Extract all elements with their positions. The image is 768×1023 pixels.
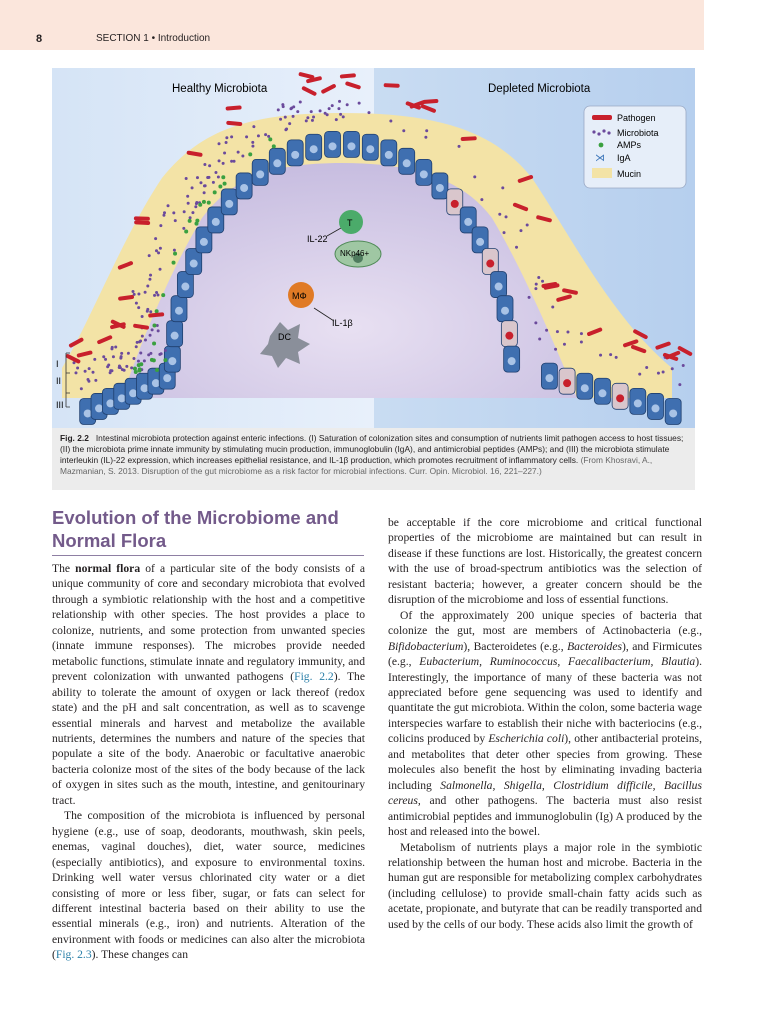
microbiota-dot [534,287,537,290]
amp-dot [155,309,159,313]
cell-nucleus [451,200,459,208]
microbiota-dot [284,128,287,131]
cell-nucleus [225,200,233,208]
microbiota-dot [137,292,140,295]
microbiota-dot [458,145,461,148]
microbiota-dot [288,122,291,125]
microbiota-dot [148,278,151,281]
microbiota-dot [94,379,97,382]
microbiota-dot [139,352,142,355]
amp-dot [188,219,192,223]
microbiota-dot [195,202,198,205]
microbiota-dot [534,321,537,324]
cell-nucleus [200,238,208,246]
cell-nucleus [118,394,126,402]
microbiota-dot [279,118,282,121]
microbiota-dot [338,100,341,103]
heading-rule [52,555,364,556]
amp-dot [272,144,276,148]
nkp46-label: NKp46+ [340,249,370,258]
microbiota-dot [131,290,134,293]
microbiota-dot [296,110,299,113]
cell-nucleus [366,145,374,153]
microbiota-dot [164,349,167,352]
microbiota-dot [645,366,648,369]
legend-amps: AMPs [617,140,642,150]
macrophage-label: MΦ [292,291,307,301]
microbiota-dot [218,142,221,145]
microbiota-dot [528,296,531,299]
amp-dot [163,358,167,362]
microbiota-dot [104,358,107,361]
paragraph-continued: be acceptable if the core microbiome and critical functional properties of the microbiome are maintained but can result in disease if these functions are lost. Historically, the greatest concern with the use of broad-spectrum antibiotics was the selection of resistant bacteria; however, a greater concern should be the disruption of the microbiome and loss of essential functions. [388,516,702,607]
cell-nucleus [152,379,160,387]
figure-caption [60,433,690,477]
microbiota-dot [367,111,370,114]
amp-dot [194,222,198,226]
microbiota-dot [609,353,612,356]
microbiota-dot [337,107,340,110]
microbiota-dot [563,343,566,346]
microbiota-dot [328,107,331,110]
microbiota-dot [284,116,287,119]
cell-nucleus [171,332,179,340]
legend-pathogen: Pathogen [617,113,656,123]
microbiota-dot [505,215,508,218]
microbiota-dot [311,119,314,122]
amp-dot [268,137,272,141]
cell-nucleus [545,374,553,382]
microbiota-figure [52,68,695,428]
microbiota-dot [554,348,557,351]
microbiota-dot [120,352,123,355]
microbiota-dot [264,133,267,136]
microbiota-dot [389,120,392,123]
microbiota-dot [194,205,197,208]
microbiota-dot [167,204,170,207]
amp-dot [218,185,222,189]
amp-dot [198,203,202,207]
cell-nucleus [501,307,509,315]
cell-nucleus [141,384,149,392]
amp-dot [137,369,141,373]
microbiota-dot [230,135,233,138]
microbiota-dot [203,191,206,194]
legend-iga: IgA [617,153,631,163]
microbiota-dot [80,387,83,390]
caption-fig-id: Fig. 2.2 [60,433,89,443]
microbiota-dot [182,227,185,230]
microbiota-dot [212,181,215,184]
microbiota-dot [123,369,126,372]
microbiota-dot [402,129,405,132]
caption-text: Intestinal microbiota protection against enteric infections. (I) Saturation of colonization sites and consumption of nutrients limit pathogen access to host tissues; (II) the microbiota prime innate immunity by stimulating mucin production, immunoglobulin (IgA), and antimicrobial peptides (AMPs); and (III) the microbiota stimulate interleukin (IL)-22 expression, which increases epithelial resistance, and IL-1β production, which promotes recruitment of inflammatory cells. [60,433,684,465]
microbiota-dot [127,352,130,355]
dc-label: DC [278,332,291,342]
amp-dot [248,152,252,156]
microbiota-dot [111,346,114,349]
amp-dot [223,182,227,186]
microbiota-dot [473,175,476,178]
microbiota-dot [223,151,226,154]
microbiota-dot [149,274,152,277]
amp-dot [213,190,217,194]
microbiota-dot [159,247,162,250]
microbiota-dot [186,195,189,198]
cell-nucleus [385,151,393,159]
amp-dot [161,293,165,297]
cell-nucleus [291,151,299,159]
microbiota-dot [662,371,665,374]
cell-nucleus [273,159,281,167]
microbiota-dot [93,358,96,361]
microbiota-dot [339,113,342,116]
microbiota-dot [199,181,202,184]
microbiota-dot [76,366,79,369]
microbiota-dot [425,129,428,132]
microbiota-dot [144,291,147,294]
fig-2-3-link[interactable]: Fig. 2.3 [55,948,92,962]
microbiota-dot [292,115,295,118]
microbiota-dot [173,249,176,252]
pathogen-icon [592,115,612,120]
cell-nucleus [84,409,92,417]
microbiota-dot [146,310,149,313]
microbiota-dot [289,107,292,110]
microbiota-dot [225,141,228,144]
body-column-left [52,561,365,963]
page-number: 8 [36,33,43,45]
microbiota-dot [160,352,163,355]
microbiota-dot [251,145,254,148]
microbiota-dot [671,367,674,370]
microbiota-dot [86,378,89,381]
cell-nucleus [420,170,428,178]
microbiota-dot [141,315,144,318]
cell-nucleus [464,218,472,226]
body-column-right [388,515,702,932]
amp-dot [139,362,143,366]
cell-nucleus [168,357,176,365]
microbiota-dot [230,160,233,163]
microbiota-dot [501,186,504,189]
cell-nucleus [129,389,137,397]
microbiota-dot [151,328,154,331]
fig-2-2-link[interactable]: Fig. 2.2 [294,670,334,684]
microbiota-dot [638,373,641,376]
microbiota-dot [141,335,144,338]
microbiota-dot [206,176,209,179]
cell-nucleus [310,145,318,153]
microbiota-dot [88,367,91,370]
microbiota-dot [331,104,334,107]
microbiota-dot [191,186,194,189]
caption-source: (From Khosravi, A., Mazmanian, S. 2013. Disruption of the gut microbiome as a risk factor for microbial infections. Curr. Opin. Microbiol. 16, 221–227.) [60,455,653,476]
microbiota-dot [282,105,285,108]
microbiota-dot [251,141,254,144]
cell-nucleus [598,389,606,397]
cell-nucleus [616,394,624,402]
microbiota-dot [241,155,244,158]
microbiota-dot [130,366,133,369]
microbiota-dot [342,115,345,118]
microbiota-dot [189,216,192,219]
amp-dot [207,201,211,205]
microbiota-dot [74,371,77,374]
region-III: III [56,400,64,410]
paragraph-species: Of the approximately 200 unique species of bacteria that colonize the gut, most are members of Actinobacteria (e.g., Bifidobacterium), Bacteroidetes (e.g., Bacteroides), and Firmicutes (e.g., Eubacterium, Ruminococcus, Faecalibacterium, Blautia). Interestingly, the importance of many of these bacteria was not appreciated before gene sequencing was used to identify and quantitate the gut microbiota. Within the colon, some bacteria wage interspecies warfare to establish their niche with bacteriocins (e.g., colicins produced by Escherichia coli), other antibacterial proteins, and metabolites that deter other species from growing. These molecules also benefit the host by eliminating invading bacteria including Salmonella, Shigella, Clostridium difficile, Bacillus cereus, and other pathogens. The bacteria must also resist antimicrobial peptides and immunoglobulin (Ig) A produced by the host and released into the bowel. [388,608,703,839]
microbiota-dot [109,371,112,374]
microbiota-dot [566,331,569,334]
microbiota-dot [551,305,554,308]
paragraph-normal-flora: The normal flora of a particular site of the body consists of a unique community of core and secondary microbiota that evolved through a symbiotic relationship with the host and a competitive relationship with other species. The host provides a place to colonize, nutrients, and some protection from unwanted species (innate immune responses). The microbes provide needed metabolic functions, stimulate innate and regulatory immunity, and prevent colonization with unwanted pathogens (Fig. 2.2). The ability to tolerate the amount of oxygen or lack thereof (redox state) and the pH and salt concentration, as well as to scavenge essential minerals and harvest and metabolize the available nutrients, determines the numbers and nature of the species that populate a site of the body. Anaerobic or facultative anaerobic bacteria colonize most of the sites of the body because of the lack of oxygen in sites such as the mouth, intestine, and genitourinary tract. [52,562,365,807]
microbiota-dot [257,134,260,137]
amp-dot [221,175,225,179]
pathogen-rod [384,83,400,88]
microbiota-dot [120,355,123,358]
depleted-title: Depleted Microbiota [488,83,591,95]
cell-nucleus [669,409,677,417]
microbiota-dot [324,112,327,115]
microbiota-dot [306,116,309,119]
microbiota-dot [187,202,190,205]
microbiota-dot [214,171,217,174]
microbiota-dot [107,364,110,367]
microbiota-dot [541,280,544,283]
microbiota-dot [535,283,538,286]
paragraph-metabolism: Metabolism of nutrients plays a major role in the symbiotic relationship between the human host and microbe. Bacteria in the human gut are responsible for metabolizing complex carbohydrates (including cellulose) to provide small-chain fatty acids such as acetate, propionate, and butyrate that can be readily transported and used by the cells of our body. These acids also limit the growth of [388,840,702,931]
cell-nucleus [476,238,484,246]
microbiota-dot [657,372,660,375]
iga-icon: ⋊ [595,153,605,164]
microbiota-dot [137,306,140,309]
microbiota-dot [245,135,248,138]
microbiota-dot [580,341,583,344]
cell-nucleus [508,357,516,365]
amp-dot [152,323,156,327]
microbiota-dot [183,210,186,213]
paragraph-composition: The composition of the microbiota is influenced by personal hygiene (e.g., use of soap, deodorants, mouthwash, skin peels, enemas, vaginal douches), diet, water source, medicines (especially antibiotics), and exposure to environmental toxins. Drinking well water versus chlorinated city water or a diet consisting of more or less fiber, sugar, or fats can select for different intestinal bacteria based on their ability to use the essential minerals (e.g., iron) and nutrients. Alteration of the environment with foods or medicines can also alter the microbiota (Fig. 2.3). These changes can [52,809,365,962]
amp-dot [152,358,156,362]
cell-nucleus [95,404,103,412]
microbiota-dot [203,184,206,187]
cell-nucleus [329,142,337,150]
cell-nucleus [436,184,444,192]
microbiota-dot [299,100,302,103]
cell-nucleus [347,142,355,150]
microbiota-dot [537,276,540,279]
amp-dot [172,261,176,265]
microbiota-dot [519,229,522,232]
microbiota-dot [218,159,221,162]
microbiota-dot [125,365,128,368]
amp-dot [155,368,159,372]
cell-nucleus [163,374,171,382]
microbiota-dot [138,340,141,343]
mucin-icon [592,168,612,178]
cell-nucleus [581,384,589,392]
microbiota-dot [217,175,220,178]
microbiota-dot [157,329,160,332]
cell-nucleus [403,159,411,167]
microbiota-dot [310,110,313,113]
cell-nucleus [563,379,571,387]
microbiota-dot [119,366,122,369]
microbiota-dot [148,254,151,257]
microbiota-dot [114,345,117,348]
microbiota-dot [252,125,255,128]
microbiota-dot [174,219,177,222]
microbiota-dot [682,364,685,367]
microbiota-dot [143,359,146,362]
microbiota-dot [526,223,529,226]
microbiota-dot [191,211,194,214]
microbiota-dot [135,302,138,305]
microbiota-dot [149,334,152,337]
amp-dot [202,200,206,204]
microbiota-dot [319,109,322,112]
microbiota-dot [157,251,160,254]
cell-nucleus [181,283,189,291]
microbiota-dot [137,360,140,363]
microbiota-dot [498,213,501,216]
microbiota-dot [112,355,115,358]
region-II: II [56,376,62,386]
microbiota-dot [149,352,152,355]
microbiota-dot [92,371,95,374]
microbiota-dot [154,237,157,240]
cell-nucleus [505,332,513,340]
microbiota-dot [162,214,165,217]
cell-nucleus [651,404,659,412]
cell-nucleus [256,170,264,178]
cell-nucleus [634,399,642,407]
healthy-title: Healthy Microbiota [172,83,268,95]
microbiota-dot [335,118,338,121]
cell-nucleus [212,218,220,226]
microbiota-dot [277,108,280,111]
microbiota-dot [267,135,270,138]
microbiota-dot [615,356,618,359]
microbiota-dot [156,294,159,297]
amp-dot [173,252,177,256]
amp-dot [134,370,138,374]
microbiota-dot [159,268,162,271]
il22-label: IL-22 [307,234,328,244]
t-cell-label: T [347,218,353,228]
il1b-label: IL-1β [332,318,353,328]
section-heading: Evolution of the Microbiome and Normal Flora [52,507,339,551]
amp-dot [152,342,156,346]
microbiota-dot [305,119,308,122]
microbiota-dot [358,102,361,105]
microbiota-dot [580,332,583,335]
microbiota-dot [225,136,228,139]
microbiota-dot [515,246,518,249]
cell-nucleus [240,184,248,192]
amp-dot [184,230,188,234]
microbiota-dot [346,103,349,106]
microbiota-dot [196,176,199,179]
microbiota-dot [480,198,483,201]
microbiota-dot [203,163,206,166]
microbiota-dot [144,339,147,342]
microbiota-dot [84,370,87,373]
microbiota-dot [538,337,541,340]
microbiota-dot [556,330,559,333]
microbiota-dot [222,162,225,165]
microbiota-dot [102,355,105,358]
legend-microbiota: Microbiota [617,128,659,138]
microbiota-dot [135,345,138,348]
amp-dot [133,367,137,371]
legend [584,106,686,188]
microbiota-dot [155,291,158,294]
amp-icon [599,143,604,148]
microbiota-dot [132,357,135,360]
microbiota-dot [208,164,211,167]
microbiota-dot [312,116,315,119]
microbiota-dot [599,354,602,357]
pathogen-rod [134,216,150,221]
legend-mucin: Mucin [617,169,642,179]
cell-nucleus [495,283,503,291]
cell-nucleus [190,260,198,268]
microbiota-dot [159,224,162,227]
microbiota-dot [237,151,240,154]
microbiota-dot [678,383,681,386]
running-head: SECTION 1 • Introduction [96,33,211,44]
cell-nucleus [175,307,183,315]
microbiota-dot [503,231,506,234]
microbiota-dot [153,294,156,297]
microbiota-dot [424,136,427,139]
microbiota-dot [545,329,548,332]
microbiota-dot [149,310,152,313]
microbiota-dot [172,211,175,214]
microbiota-dot [146,285,149,288]
pathogen-rod [134,220,150,225]
cell-nucleus [486,260,494,268]
cell-nucleus [106,399,114,407]
region-I: I [56,359,59,369]
microbiota-dot [185,177,188,180]
microbiota-dot [292,105,295,108]
